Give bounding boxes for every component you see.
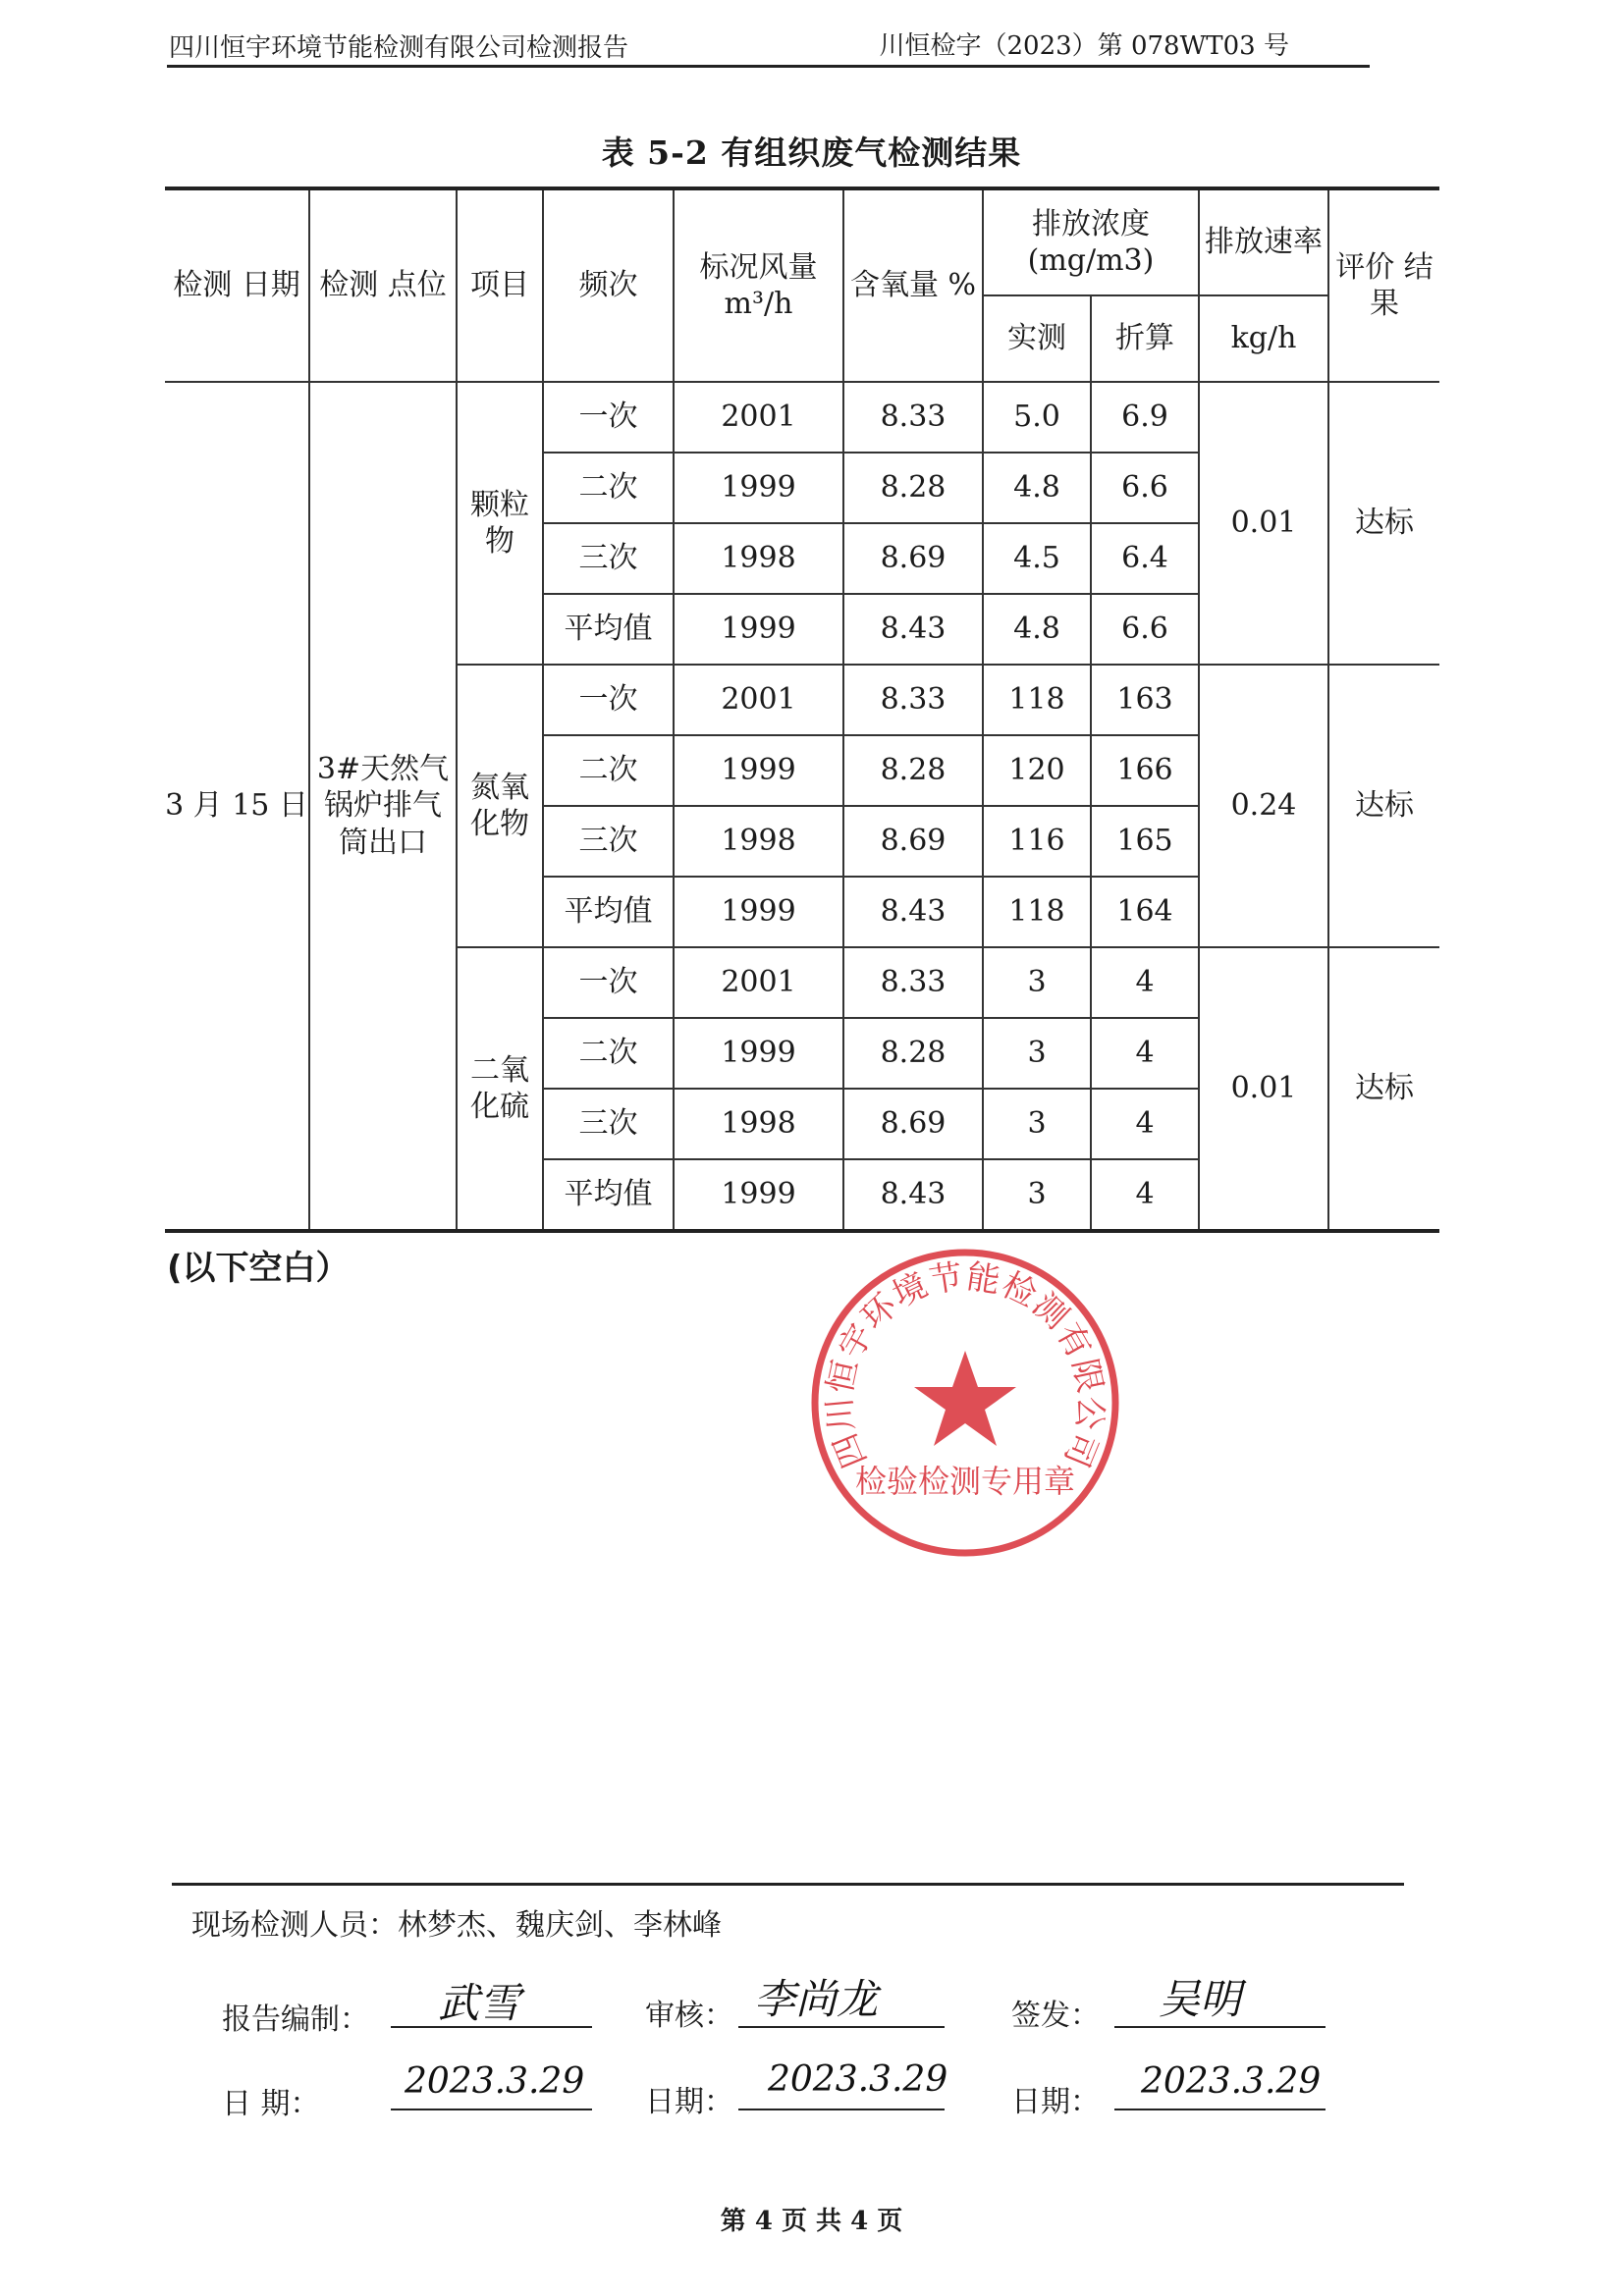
measured-cell: 118: [983, 877, 1091, 947]
table-row: [165, 382, 1439, 453]
col-rate-unit: kg/h: [1199, 295, 1328, 382]
oxygen-cell: 8.69: [843, 806, 983, 877]
converted-cell: 163: [1091, 665, 1199, 735]
compiled-line: [391, 2026, 592, 2028]
item-particulate: 颗粒 物: [457, 382, 543, 665]
issue-label: 签发：: [1011, 1999, 1100, 2033]
flow-cell: 1998: [674, 806, 843, 877]
result-cell: 达标: [1328, 382, 1439, 665]
converted-cell: 6.9: [1091, 382, 1199, 453]
col-converted-header: 折算: [1091, 295, 1199, 382]
freq-cell: 三次: [543, 806, 674, 877]
converted-cell: 4: [1091, 1018, 1199, 1089]
oxygen-cell: 8.43: [843, 594, 983, 665]
star-icon: [914, 1351, 1016, 1446]
measured-cell: 3: [983, 947, 1091, 1018]
emission-results-table: [165, 187, 1439, 1233]
date-label-review: 日期：: [645, 2085, 733, 2119]
signoff-rule: [172, 1883, 1404, 1886]
freq-cell: 一次: [543, 665, 674, 735]
oxygen-cell: 8.43: [843, 877, 983, 947]
flow-cell: 1999: [674, 594, 843, 665]
test-date: 3 月 15 日: [165, 382, 309, 1231]
col-flow-header: 标况风量 m³/h: [674, 188, 843, 382]
col-conc-header: 排放浓度 (mg/m3): [983, 188, 1199, 295]
col-eval-header: 评价 结果: [1328, 188, 1439, 382]
flow-cell: 1998: [674, 1089, 843, 1159]
compiled-signature: 武雪: [438, 1979, 521, 2027]
rate-cell: 0.01: [1199, 947, 1328, 1231]
col-oxygen-header: 含氧量 %: [843, 188, 983, 382]
freq-cell: 三次: [543, 1089, 674, 1159]
oxygen-cell: 8.28: [843, 453, 983, 523]
oxygen-cell: 8.69: [843, 1089, 983, 1159]
date-label-compiled: 日 期：: [222, 2087, 320, 2121]
review-line: [738, 2026, 945, 2028]
flow-cell: 2001: [674, 665, 843, 735]
converted-cell: 4: [1091, 1159, 1199, 1231]
converted-cell: 4: [1091, 947, 1199, 1018]
date-line-issue: [1114, 2109, 1325, 2110]
freq-cell: 平均值: [543, 1159, 674, 1231]
header-rule: [167, 65, 1370, 68]
measured-cell: 4.8: [983, 594, 1091, 665]
report-header-company: 四川恒宇环境节能检测有限公司检测报告: [169, 33, 629, 63]
col-date-header: 检测 日期: [165, 188, 309, 382]
converted-cell: 164: [1091, 877, 1199, 947]
measured-cell: 3: [983, 1089, 1091, 1159]
table-title: 表 5-2 有组织废气检测结果: [601, 133, 1022, 172]
oxygen-cell: 8.33: [843, 382, 983, 453]
flow-cell: 2001: [674, 947, 843, 1018]
date-review: 2023.3.29: [768, 2059, 948, 2100]
freq-cell: 二次: [543, 453, 674, 523]
col-rate-header: 排放速率: [1199, 188, 1328, 295]
col-item-header: 项目: [457, 188, 543, 382]
freq-cell: 一次: [543, 947, 674, 1018]
date-line-compiled: [391, 2109, 592, 2110]
flow-cell: 1999: [674, 1018, 843, 1089]
oxygen-cell: 8.43: [843, 1159, 983, 1231]
issue-signature: 吴明: [1159, 1975, 1242, 2023]
converted-cell: 166: [1091, 735, 1199, 806]
date-line-review: [738, 2109, 945, 2110]
flow-cell: 1998: [674, 523, 843, 594]
field-inspectors: 现场检测人员：林梦杰、魏庆剑、李林峰: [191, 1908, 722, 1943]
flow-cell: 1999: [674, 453, 843, 523]
col-freq-header: 频次: [543, 188, 674, 382]
freq-cell: 平均值: [543, 877, 674, 947]
report-number: 川恒检字（2023）第 078WT03 号: [879, 31, 1289, 61]
converted-cell: 4: [1091, 1089, 1199, 1159]
result-cell: 达标: [1328, 947, 1439, 1231]
freq-cell: 三次: [543, 523, 674, 594]
date-issue: 2023.3.29: [1141, 2061, 1322, 2102]
measured-cell: 118: [983, 665, 1091, 735]
flow-cell: 2001: [674, 382, 843, 453]
page-number: 第 4 页 共 4 页: [720, 2207, 903, 2236]
converted-cell: 6.6: [1091, 594, 1199, 665]
freq-cell: 二次: [543, 1018, 674, 1089]
rate-cell: 0.24: [1199, 665, 1328, 947]
issue-line: [1114, 2026, 1325, 2028]
converted-cell: 6.6: [1091, 453, 1199, 523]
converted-cell: 165: [1091, 806, 1199, 877]
compiled-label: 报告编制：: [222, 2002, 369, 2037]
measured-cell: 3: [983, 1159, 1091, 1231]
result-cell: 达标: [1328, 665, 1439, 947]
measured-cell: 4.8: [983, 453, 1091, 523]
review-label: 审核：: [645, 1999, 733, 2033]
freq-cell: 二次: [543, 735, 674, 806]
freq-cell: 一次: [543, 382, 674, 453]
date-compiled: 2023.3.29: [405, 2061, 585, 2102]
measured-cell: 4.5: [983, 523, 1091, 594]
item-nox: 氮氧 化物: [457, 665, 543, 947]
seal-ring-text: 四川恒宇环境节能检测有限公司: [820, 1256, 1110, 1474]
flow-cell: 1999: [674, 735, 843, 806]
rate-cell: 0.01: [1199, 382, 1328, 665]
flow-cell: 1999: [674, 1159, 843, 1231]
date-label-issue: 日期：: [1011, 2085, 1100, 2119]
oxygen-cell: 8.28: [843, 735, 983, 806]
oxygen-cell: 8.33: [843, 947, 983, 1018]
oxygen-cell: 8.69: [843, 523, 983, 594]
col-measured-header: 实测: [983, 295, 1091, 382]
official-seal: [807, 1245, 1123, 1561]
flow-cell: 1999: [674, 877, 843, 947]
measured-cell: 3: [983, 1018, 1091, 1089]
measured-cell: 120: [983, 735, 1091, 806]
measured-cell: 5.0: [983, 382, 1091, 453]
seal-center-text: 检验检测专用章: [854, 1463, 1076, 1500]
col-point-header: 检测 点位: [309, 188, 457, 382]
freq-cell: 平均值: [543, 594, 674, 665]
blank-below-note: (以下空白）: [167, 1249, 350, 1288]
measured-cell: 116: [983, 806, 1091, 877]
test-point: 3#天然气 锅炉排气 筒出口: [309, 382, 457, 1231]
oxygen-cell: 8.28: [843, 1018, 983, 1089]
converted-cell: 6.4: [1091, 523, 1199, 594]
item-so2: 二氧 化硫: [457, 947, 543, 1231]
oxygen-cell: 8.33: [843, 665, 983, 735]
review-signature: 李尚龙: [754, 1975, 879, 2023]
